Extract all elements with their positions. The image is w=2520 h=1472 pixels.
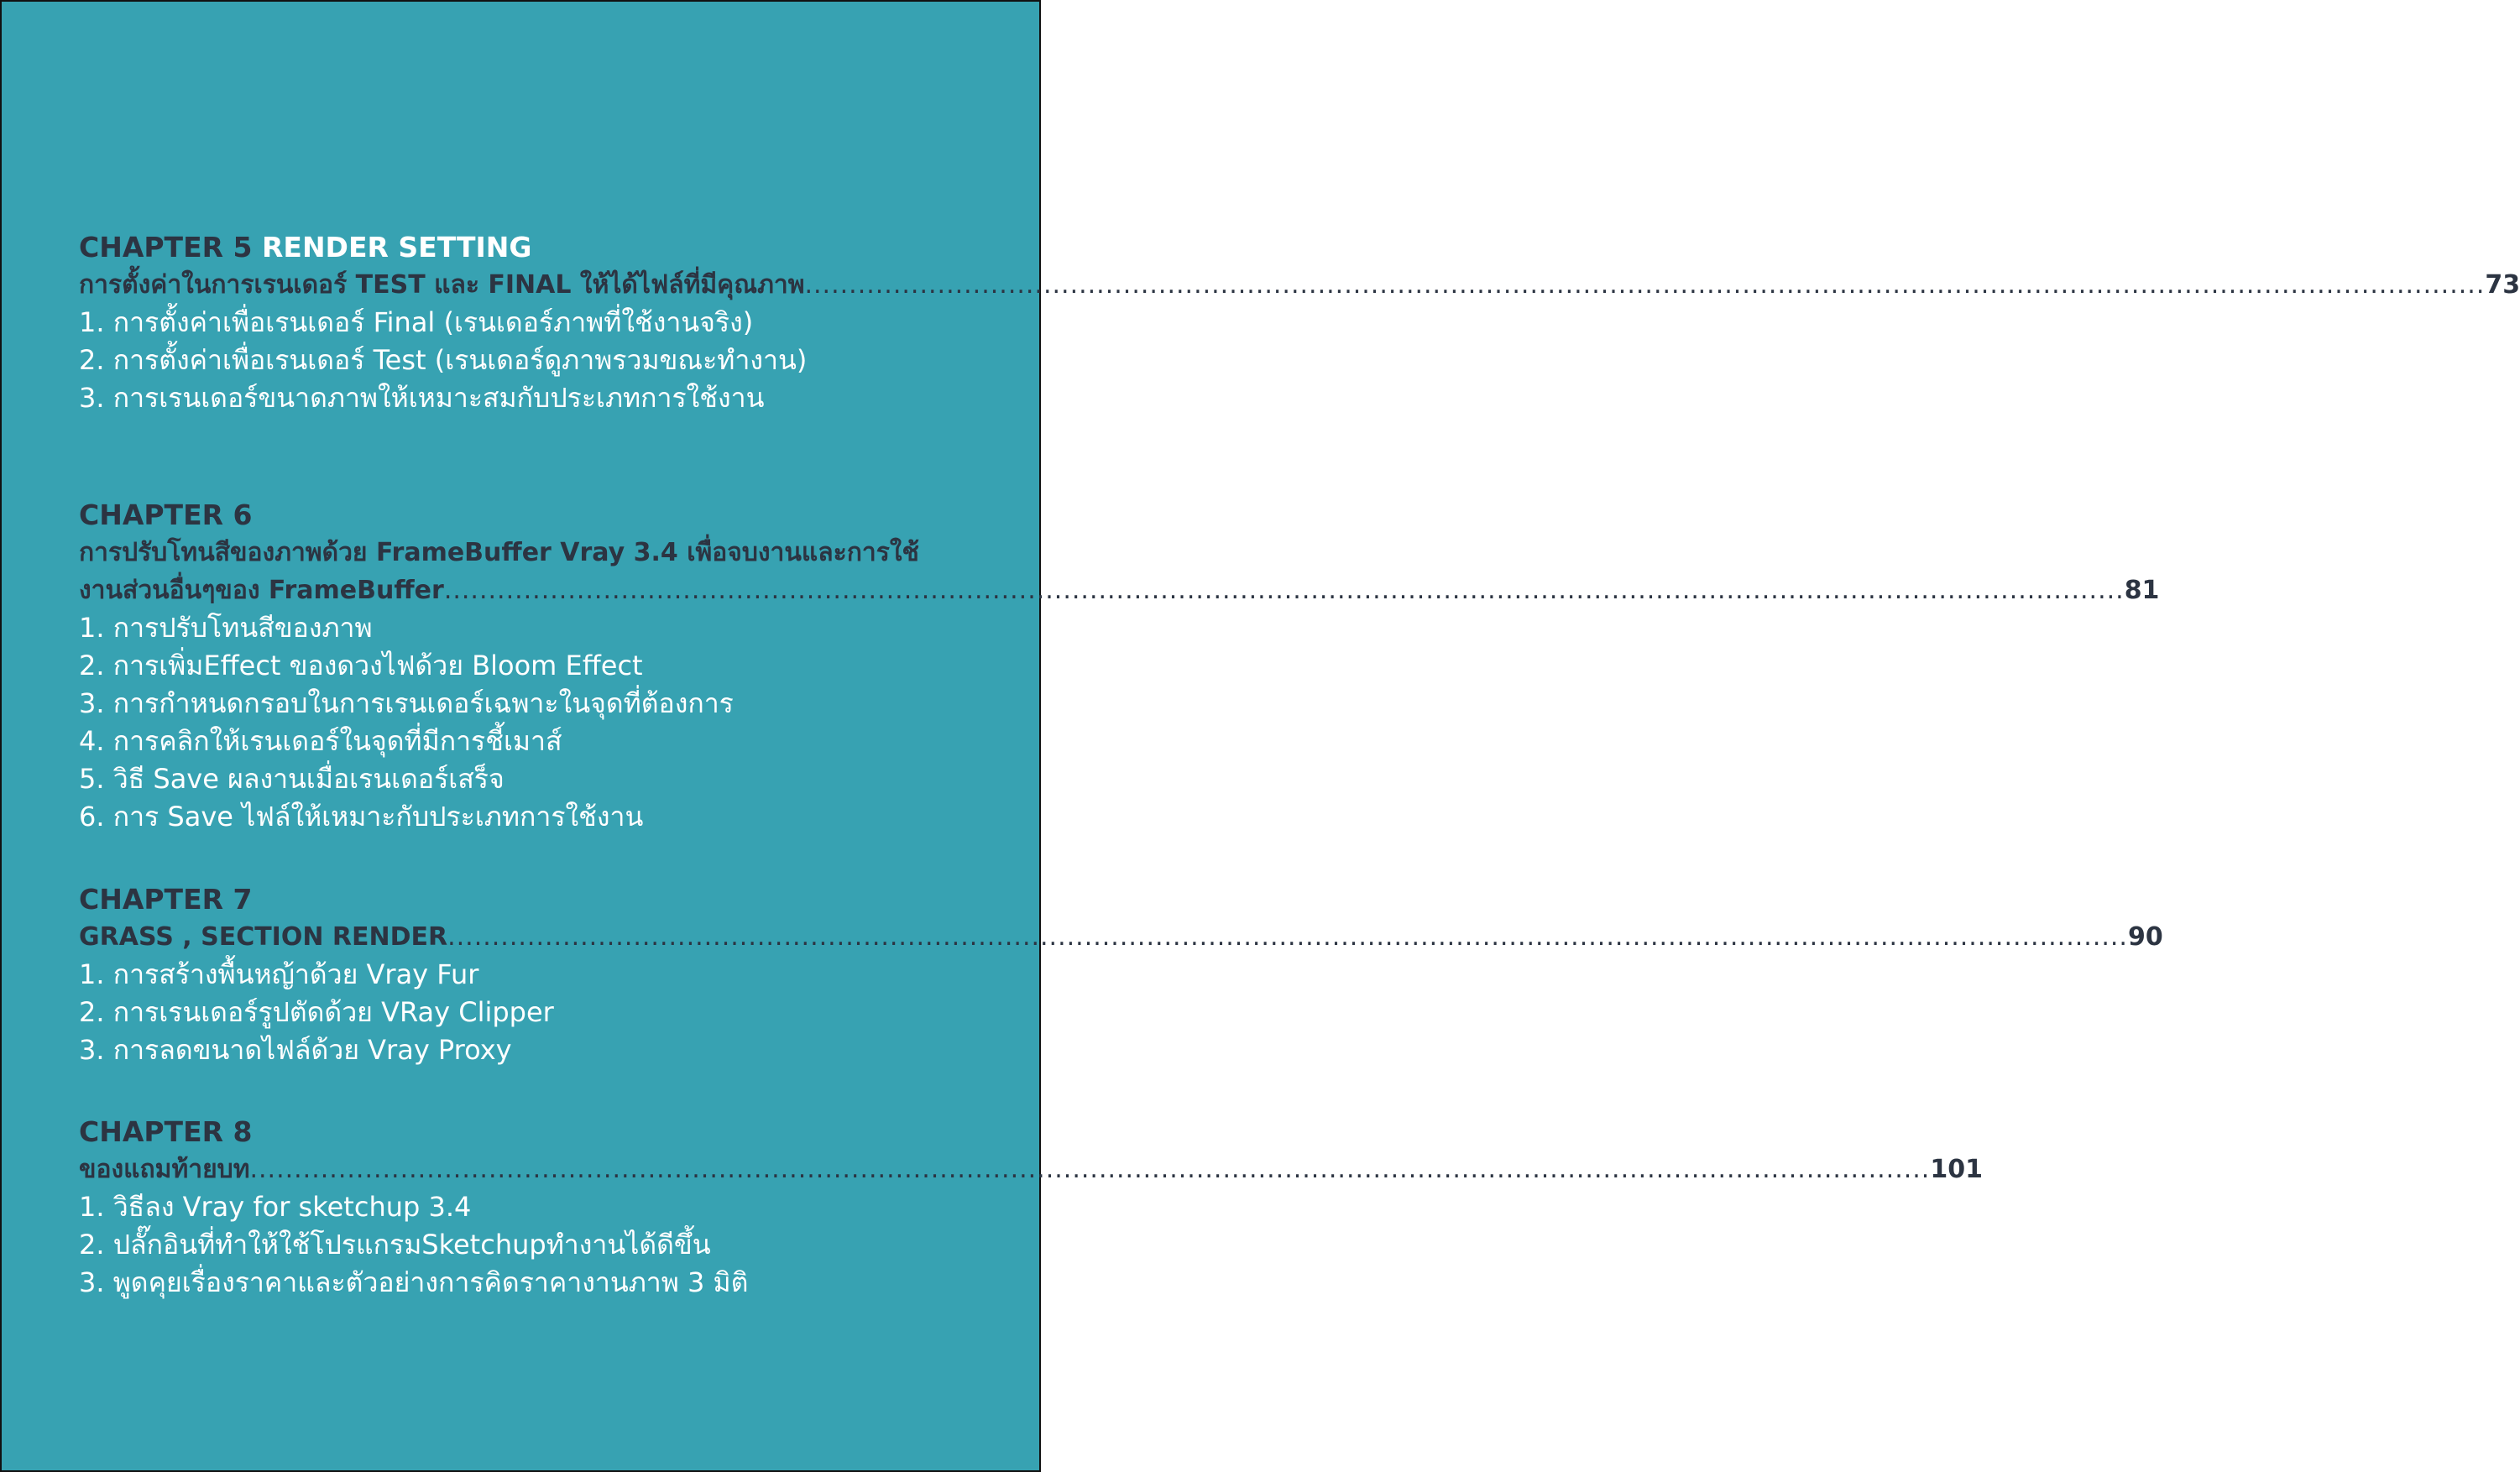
chapter-6-toc-line1: การปรับโทนสีของภาพด้วย FrameBuffer Vray 3.4 เพื่อจบงานและการใช้ (79, 538, 919, 567)
chapter-8-heading (79, 1113, 970, 1151)
chapter-5-page-number: 73 (2485, 270, 2520, 300)
list-item: 3. การเรนเดอร์ขนาดภาพให้เหมาะสมกับประเภทการใช้งาน (79, 382, 765, 414)
list-item: 3. พูดคุยเรื่องราคาและตัวอย่างการคิดราคางานภาพ 3 มิติ (79, 1266, 749, 1298)
chapter-6-heading (79, 496, 969, 534)
list-item: 4. การคลิกให้เรนเดอร์ในจุดที่มีการชี้เมาส์ (79, 725, 562, 757)
chapter-7-toc-text: GRASS , SECTION RENDER (79, 922, 448, 952)
chapter-8-block (79, 1113, 1983, 1302)
chapter-7-block (79, 880, 2163, 1069)
chapter-8-toc-entry (79, 1151, 1983, 1188)
chapter-7-page-number: 90 (2127, 922, 2163, 952)
list-item: 1. การปรับโทนสีของภาพ (79, 612, 373, 644)
chapter-6-block (79, 496, 2160, 836)
chapter-5-toc-entry (79, 266, 2520, 304)
chapter-6-toc-text: งานส่วนอื่นๆของ FrameBuffer (79, 576, 444, 605)
list-item: 2. การตั้งค่าเพื่อเรนเดอร์ Test (เรนเดอร์ดูภาพรวมขณะทำงาน) (79, 344, 808, 376)
list-item: 1. การตั้งค่าเพื่อเรนเดอร์ Final (เรนเดอร์ภาพที่ใช้งานจริง) (79, 306, 754, 338)
dot-leader: .............................................................................................................................................................................................. (447, 922, 2128, 952)
chapter-5-title: RENDER SETTING (261, 231, 532, 264)
chapter-6-label: CHAPTER 6 (79, 498, 253, 531)
chapter-7-toc-entry (79, 918, 2163, 956)
chapter-6-page-number: 81 (2124, 576, 2160, 605)
dot-leader: .............................................................................................................................................................................................. (249, 1155, 1931, 1184)
list-item: 3. การกำหนดกรอบในการเรนเดอร์เฉพาะในจุดที่ต้องการ (79, 687, 734, 719)
chapter-7-heading (79, 880, 969, 918)
list-item: 2. ปลั๊กอินที่ทำให้ใช้โปรแกรมSketchupทำงานได้ดีขึ้น (79, 1229, 711, 1261)
chapter-5-block (79, 228, 2520, 417)
chapter-8-toc-text: ของแถมท้ายบท (79, 1155, 250, 1184)
dot-leader: .............................................................................................................................................................................................. (804, 270, 2486, 300)
dot-leader: .............................................................................................................................................................................................. (443, 576, 2125, 605)
chapter-6-toc-entry (79, 572, 2160, 609)
list-item: 1. การสร้างพื้นหญ้าด้วย Vray Fur (79, 958, 479, 990)
list-item: 2. การเรนเดอร์รูปตัดด้วย VRay Clipper (79, 996, 554, 1028)
chapter-8-page-number: 101 (1930, 1155, 1983, 1184)
chapter-5-heading (79, 228, 969, 266)
list-item: 6. การ Save ไฟล์ให้เหมาะกับประเภทการใช้งาน (79, 801, 644, 833)
list-item: 3. การลดขนาดไฟล์ด้วย Vray Proxy (79, 1034, 512, 1066)
list-item: 2. การเพิ่มEffect ของดวงไฟด้วย Bloom Effect (79, 650, 643, 681)
chapter-8-label: CHAPTER 8 (79, 1115, 253, 1148)
chapter-7-label: CHAPTER 7 (79, 883, 253, 916)
list-item: 1. วิธีลง Vray for sketchup 3.4 (79, 1191, 472, 1223)
chapter-5-label: CHAPTER 5 (79, 231, 253, 264)
chapter-5-toc-text: การตั้งค่าในการเรนเดอร์ TEST และ FINAL ให้ได้ไฟล์ที่มีคุณภาพ (79, 270, 805, 300)
list-item: 5. วิธี Save ผลงานเมื่อเรนเดอร์เสร็จ (79, 763, 505, 795)
